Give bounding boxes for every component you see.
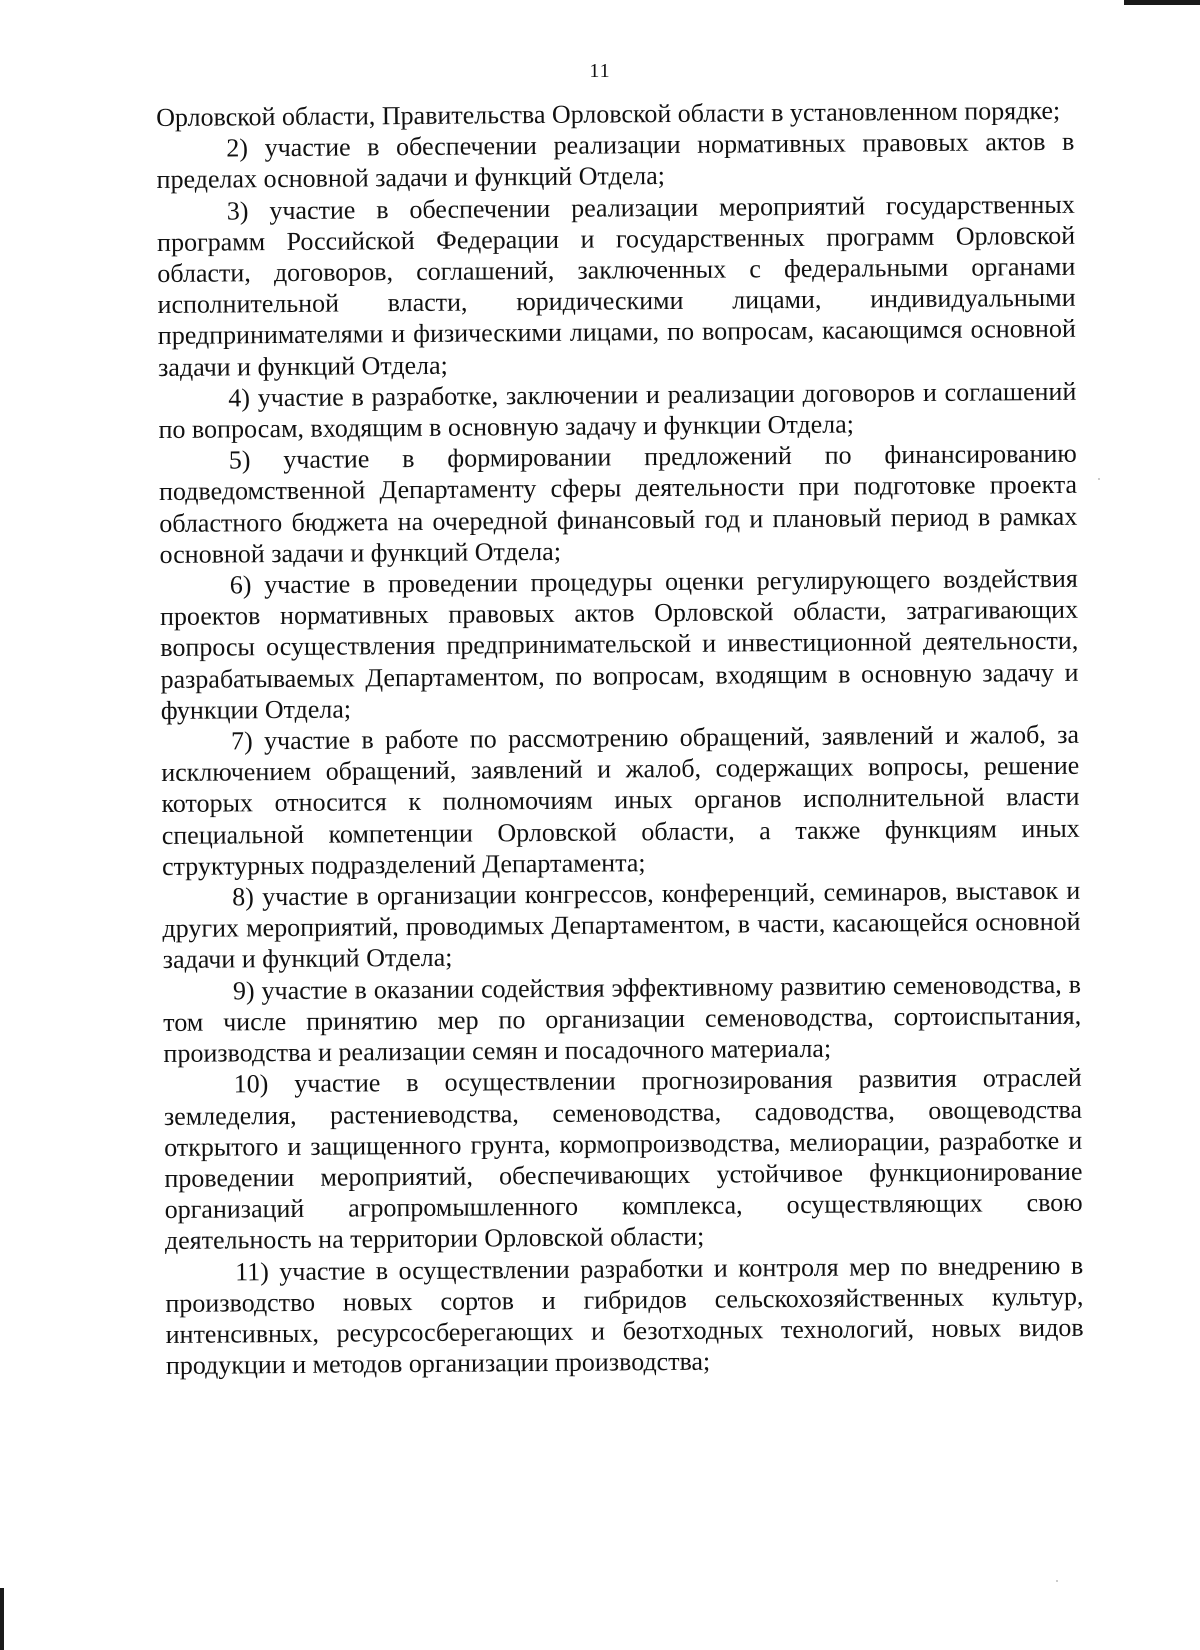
page-number: 11 <box>589 60 611 82</box>
scan-edge-mark <box>0 1588 4 1650</box>
scan-edge-mark <box>1124 0 1200 5</box>
scan-speck <box>1098 478 1100 480</box>
list-item: 2) участие в обеспечении реализации нормативных правовых актов в пределах основной задачи и функций Отдела; <box>156 126 1075 195</box>
list-item: 5) участие в формировании предложений по финансированию подведомственной Департаменту сферы деятельности при подготовке проекта областного бюджета на очередной финансовый год и плановый период в рамках основной задачи и функций Отдела; <box>158 439 1078 569</box>
list-item: 3) участие в обеспечении реализации мероприятий государственных программ Российской Федерации и государственных программ Орловской области, договоров, соглашений, заключенных с федеральными органами исполнительной власти, юридическими лицами, индивидуальными предпринимателями и физическими лицами, по вопросам, касающимся основной задачи и функций Отдела; <box>156 189 1076 382</box>
list-item: 8) участие в организации конгрессов, конференций, семинаров, выставок и других мероприятий, проводимых Департаментом, в части, касающейся основной задачи и функций Отдела; <box>162 875 1081 975</box>
list-item: 11) участие в осуществлении разработки и контроля мер по внедрению в производство новых сортов и гибридов сельскохозяйственных культур, интенсивных, ресурсосберегающих и безотходных технологий, новых видов продукции и методов организации производства; <box>165 1250 1084 1381</box>
scan-speck <box>1056 1580 1058 1582</box>
opening-paragraph: Орловской области, Правительства Орловской области в установленном порядке; <box>156 95 1061 132</box>
list-item: 6) участие в проведении процедуры оценки регулирующего воздействия проектов нормативных правовых актов Орловской области, затрагивающих вопросы осуществления предпринимательской и инвестиционной деятельности, разрабатываемых Департаментом, по вопросам, входящим в основную задачу и функции Отдела; <box>159 563 1079 725</box>
list-item: 4) участие в разработке, заключении и реализации договоров и соглашений по вопросам, входящим в основную задачу и функции Отдела; <box>158 376 1077 445</box>
list-item: 9) участие в оказании содействия эффективному развитию семеноводства, в том числе принятию мер по организации семеноводства, сортоиспытания, производства и реализации семян и посадочного материала; <box>163 969 1082 1069</box>
list-item: 7) участие в работе по рассмотрению обращений, заявлений и жалоб, за исключением обращений, заявлений и жалоб, содержащих вопросы, решение которых относится к полномочиям иных органов исполнительной власти специальной компетенции Орловской области, а также функциям иных структурных подразделений Департамента; <box>161 719 1080 881</box>
document-body <box>156 95 1084 1381</box>
list-item: 10) участие в осуществлении прогнозирования развития отраслей земледелия, растениеводства, семеноводства, садоводства, овощеводства открытого и защищенного грунта, кормопроизводства, мелиорации, разработке и проведении мероприятий, обеспечивающих устойчивое функционирование организаций агропромышленного комплекса, осуществляющих свою деятельность на территории Орловской области; <box>163 1063 1083 1256</box>
